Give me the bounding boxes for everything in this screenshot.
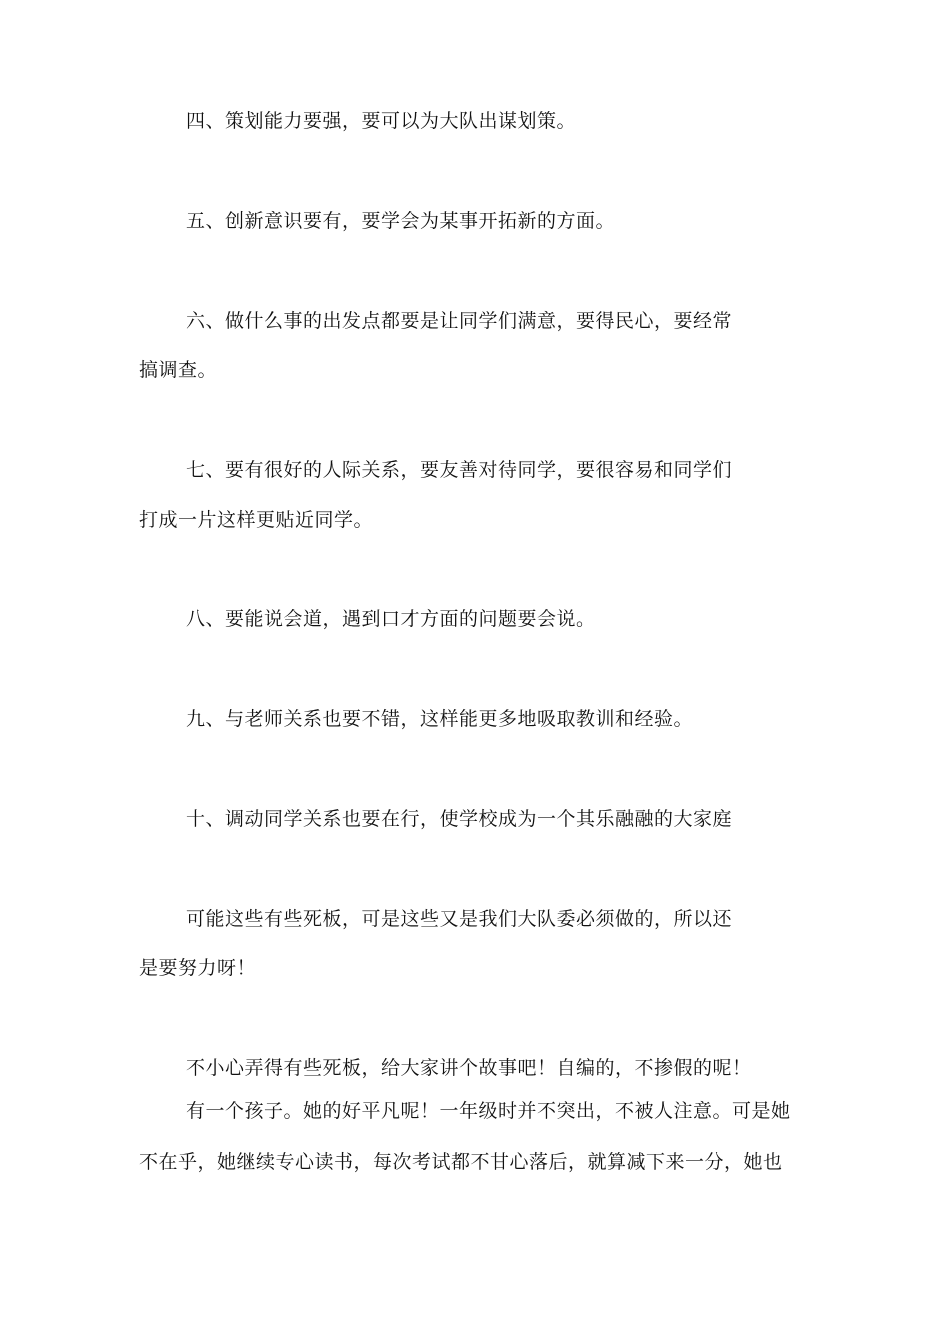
paragraph-10-line-1: 十、调动同学关系也要在行，使学校成为一个其乐融融的大家庭 <box>186 808 733 830</box>
paragraph-story-line-2: 不在乎，她继续专心读书，每次考试都不甘心落后，就算减下来一分，她也 <box>139 1151 783 1173</box>
paragraph-closing-line-2: 是要努力呀！ <box>139 957 257 979</box>
paragraph-story-intro-line-1: 不小心弄得有些死板，给大家讲个故事吧！自编的，不掺假的呢！ <box>186 1057 752 1079</box>
paragraph-5-line-1: 五、创新意识要有，要学会为某事开拓新的方面。 <box>186 210 616 232</box>
paragraph-7-line-2: 打成一片这样更贴近同学。 <box>139 509 374 531</box>
paragraph-4-line-1: 四、策划能力要强，要可以为大队出谋划策。 <box>186 110 577 132</box>
paragraph-9-line-1: 九、与老师关系也要不错，这样能更多地吸取教训和经验。 <box>186 708 694 730</box>
paragraph-7-line-1: 七、要有很好的人际关系，要友善对待同学，要很容易和同学们 <box>186 459 733 481</box>
paragraph-story-line-1: 有一个孩子。她的好平凡呢！一年级时并不突出，不被人注意。可是她 <box>186 1100 791 1122</box>
paragraph-6-line-2: 搞调查。 <box>139 359 218 381</box>
paragraph-8-line-1: 八、要能说会道，遇到口才方面的问题要会说。 <box>186 608 596 630</box>
paragraph-closing-line-1: 可能这些有些死板，可是这些又是我们大队委必须做的，所以还 <box>186 908 733 930</box>
paragraph-6-line-1: 六、做什么事的出发点都要是让同学们满意，要得民心，要经常 <box>186 310 733 332</box>
